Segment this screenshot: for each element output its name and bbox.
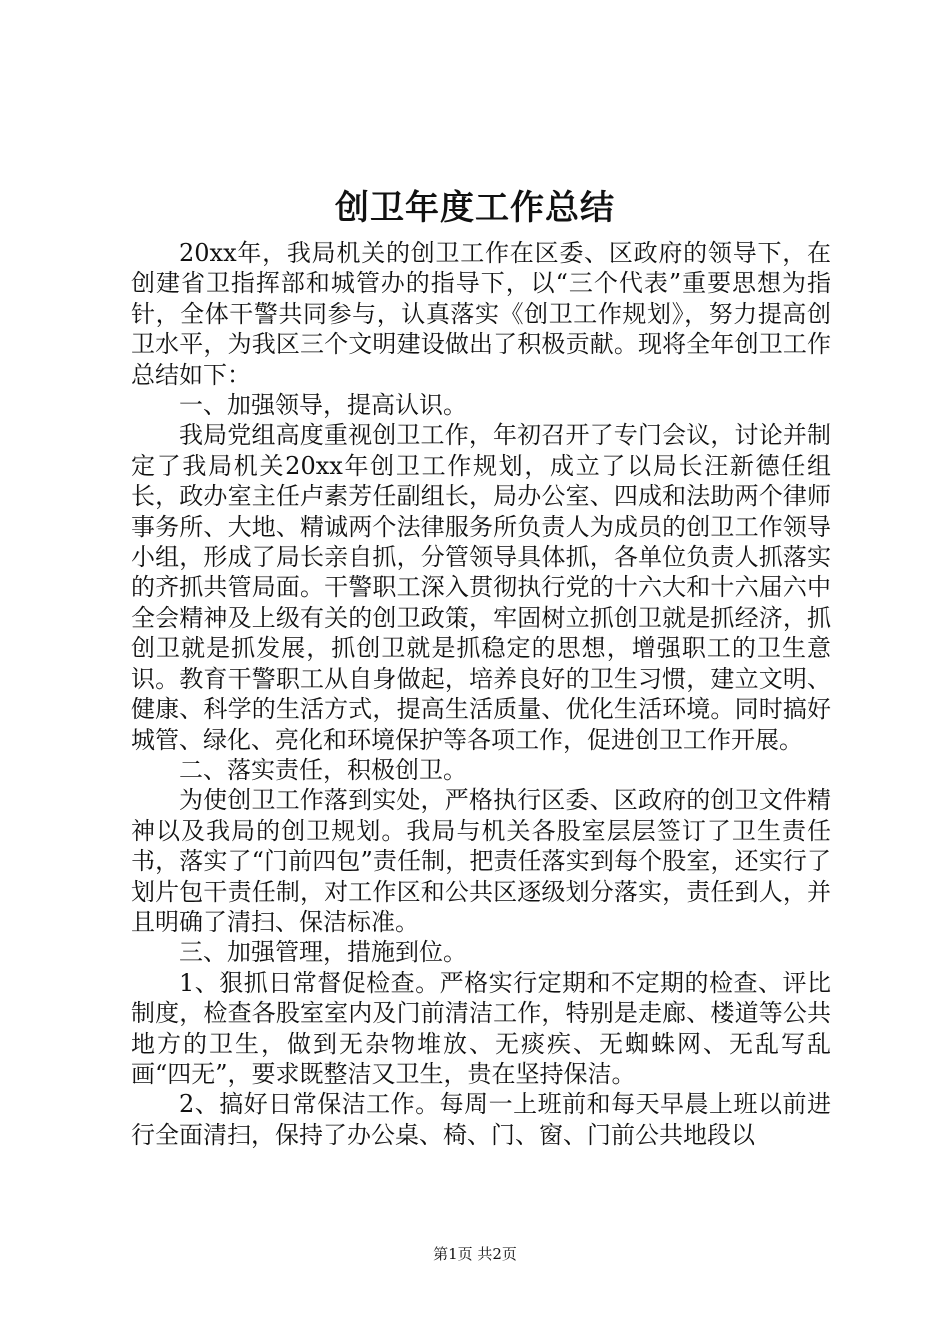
section-heading-3: 三、加强管理，措施到位。 xyxy=(179,938,467,967)
paragraph-inspection: 1、狠抓日常督促检查。严格实行定期和不定期的检查、评比制度，检查各股室室内及门前清洁工作，特别是走廊、楼道等公共地方的卫生，做到无杂物堆放、无痰疾、无蜘蛛网、无乱写乱画“四无”，要求既整洁又卫生，贵在坚持保洁。 xyxy=(131,968,831,1088)
document-title: 创卫年度工作总结 xyxy=(335,188,615,228)
section-heading-1: 一、加强领导，提高认识。 xyxy=(179,391,467,420)
paragraph-leadership: 我局党组高度重视创卫工作，年初召开了专门会议，讨论并制定了我局机关20xx年创卫工作规划，成立了以局长汪新德任组长，政办室主任卢素芳任副组长，局办公室、四成和法助两个律师事务所、大地、精诚两个法律服务所负责人为成员的创卫工作领导小组，形成了局长亲自抓，分管领导具体抓，各单位负责人抓落实的齐抓共管局面。干警职工深入贯彻执行党的十六大和十六届六中全会精神及上级有关的创卫政策，牢固树立抓创卫就是抓经济，抓创卫就是抓发展，抓创卫就是抓稳定的思想，增强职工的卫生意识。教育干警职工从自身做起，培养良好的卫生习惯，建立文明、健康、科学的生活方式，提高生活质量、优化生活环境。同时搞好城管、绿化、亮化和环境保护等各项工作，促进创卫工作开展。 xyxy=(131,421,831,754)
paragraph-responsibility: 为使创卫工作落到实处，严格执行区委、区政府的创卫文件精神以及我局的创卫规划。我局与机关各股室层层签订了卫生责任书，落实了“门前四包”责任制，把责任落实到每个股室，还实行了划片包干责任制，对工作区和公共区逐级划分落实，责任到人，并且明确了清扫、保洁标准。 xyxy=(131,786,831,936)
page-number-footer: 第1页 共2页 xyxy=(433,1245,517,1263)
document-body xyxy=(131,238,831,1150)
section-heading-2: 二、落实责任，积极创卫。 xyxy=(179,755,467,784)
paragraph-intro: 20xx年，我局机关的创卫工作在区委、区政府的领导下，在创建省卫指挥部和城管办的指导下，以“三个代表”重要思想为指针，全体干警共同参与，认真落实《创卫工作规划》，努力提高创卫水平，为我区三个文明建设做出了积极贡献。现将全年创卫工作总结如下： xyxy=(131,239,831,389)
paragraph-cleaning: 2、搞好日常保洁工作。每周一上班前和每天早晨上班以前进行全面清扫，保持了办公桌、椅、门、窗、门前公共地段以 xyxy=(131,1090,831,1149)
